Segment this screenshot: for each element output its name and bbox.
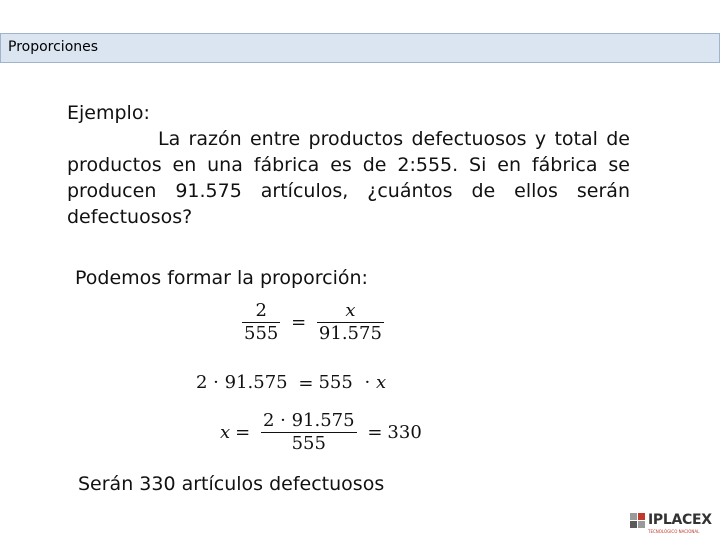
- fraction-right-numerator: x: [345, 300, 356, 321]
- example-body: La razón entre productos defectuosos y total de productos en una fábrica es de 2:555. Si en fábrica se producen 91.575 artículos, ¿cuántos de ellos serán defectuosos?: [67, 128, 630, 228]
- multiply-dot: ·: [364, 372, 371, 393]
- logo-mark-icon: [630, 513, 646, 529]
- equation-cross-multiply: [196, 372, 386, 394]
- solution-variable: x: [220, 422, 231, 443]
- solution-numerator: 2 · 91.575: [262, 410, 355, 431]
- solution-fraction: [261, 410, 357, 455]
- cross-right-coefficient: 555: [318, 372, 353, 393]
- logo-name: IPLACEX: [648, 512, 712, 528]
- logo-subtitle: TECNOLÓGICO NACIONAL: [648, 529, 700, 534]
- example-block: [67, 100, 630, 230]
- equals-sign: =: [291, 312, 307, 333]
- example-heading: Ejemplo:: [67, 102, 150, 124]
- slide-title: Proporciones: [8, 39, 99, 55]
- equation-solution: [220, 410, 422, 455]
- cross-right-variable: x: [376, 372, 387, 393]
- equals-sign: =: [235, 422, 251, 443]
- solution-denominator: 555: [261, 432, 357, 455]
- fraction-left-numerator: 2: [255, 300, 267, 321]
- solution-result: 330: [387, 422, 422, 443]
- equals-sign: =: [298, 372, 314, 394]
- result-text: Serán 330 artículos defectuosos: [78, 473, 385, 495]
- equals-sign: =: [367, 422, 383, 443]
- fraction-right-denominator: 91.575: [318, 323, 382, 344]
- proportion-label: Podemos formar la proporción:: [75, 267, 368, 289]
- fraction-left: [242, 300, 280, 345]
- cross-left: 2 · 91.575: [196, 372, 288, 393]
- equation-proportion: [242, 300, 384, 345]
- fraction-left-denominator: 555: [244, 323, 279, 344]
- fraction-right: [317, 300, 384, 345]
- title-bar: [0, 33, 720, 63]
- iplacex-logo: [630, 512, 716, 534]
